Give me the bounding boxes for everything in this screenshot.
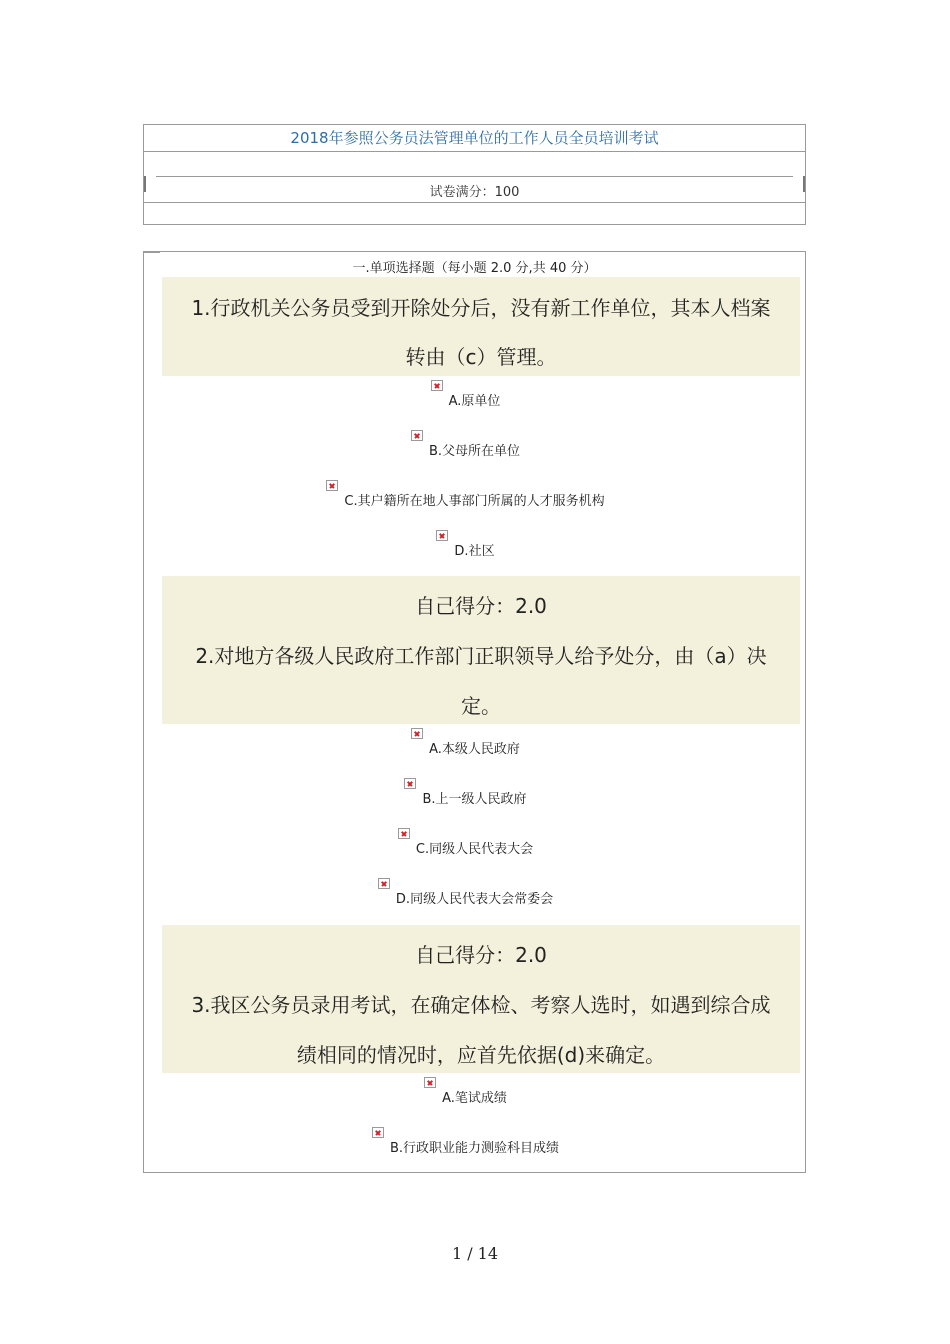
exam-header (143, 124, 806, 225)
question-stem (162, 925, 800, 1073)
option-label: A.本级人民政府 (429, 742, 520, 757)
exam-title: 2018年参照公务员法管理单位的工作人员全员培训考试 (144, 125, 805, 152)
option-label: D.社区 (454, 544, 495, 559)
option-label: A.原单位 (448, 394, 501, 409)
broken-image-icon (424, 1077, 436, 1088)
broken-image-icon (436, 530, 448, 541)
broken-image-icon (398, 828, 410, 839)
question-text-line: 3.我区公务员录用考试，在确定体检、考察人选时，如遇到综合成 (191, 993, 771, 1017)
section-title: 一.单项选择题（每小题 2.0 分,共 40 分） (352, 261, 597, 276)
broken-image-icon (326, 480, 338, 491)
broken-image-icon (378, 878, 390, 889)
question-panel (143, 251, 806, 1173)
answer-option[interactable] (144, 490, 805, 509)
full-score: 试卷满分：100 (429, 185, 520, 200)
question-text-line: 1.行政机关公务员受到开除处分后，没有新工作单位，其本人档案 (191, 296, 771, 320)
broken-image-icon (372, 1127, 384, 1138)
question-stem (162, 277, 800, 376)
option-label: D.同级人民代表大会常委会 (395, 892, 554, 907)
answer-option[interactable] (144, 440, 805, 459)
answer-option[interactable] (144, 540, 805, 559)
option-label: B.行政职业能力测验科目成绩 (389, 1141, 560, 1156)
question-text-line: 绩相同的情况时，应首先依据(d)来确定。 (296, 1043, 666, 1067)
self-score: 自己得分：2.0 (415, 594, 547, 618)
answer-option[interactable] (144, 1087, 805, 1106)
score-row (144, 176, 805, 198)
page-number: 1 / 14 (451, 1244, 499, 1263)
option-label: A.笔试成绩 (442, 1091, 507, 1106)
broken-image-icon (404, 778, 416, 789)
divider (144, 202, 805, 203)
broken-image-icon (411, 728, 423, 739)
question-text-line: 转由（c）管理。 (405, 345, 557, 369)
answer-option[interactable] (144, 390, 805, 409)
option-label: B.上一级人民政府 (422, 792, 527, 807)
question-stem (162, 576, 800, 724)
option-label: C.其户籍所在地人事部门所属的人才服务机构 (344, 494, 605, 509)
option-label: C.同级人民代表大会 (415, 842, 534, 857)
answer-option[interactable] (144, 738, 805, 757)
self-score: 自己得分：2.0 (415, 943, 547, 967)
answer-option[interactable] (144, 838, 805, 857)
option-label: B.父母所在单位 (428, 444, 521, 459)
divider (144, 252, 160, 253)
broken-image-icon (431, 380, 443, 391)
answer-option[interactable] (144, 888, 805, 907)
question-text-line: 定。 (461, 694, 501, 718)
divider (156, 176, 793, 177)
answer-option[interactable] (144, 1137, 805, 1156)
broken-image-icon (411, 430, 423, 441)
question-text-line: 2.对地方各级人民政府工作部门正职领导人给予处分，由（a）决 (195, 644, 767, 668)
answer-option[interactable] (144, 788, 805, 807)
